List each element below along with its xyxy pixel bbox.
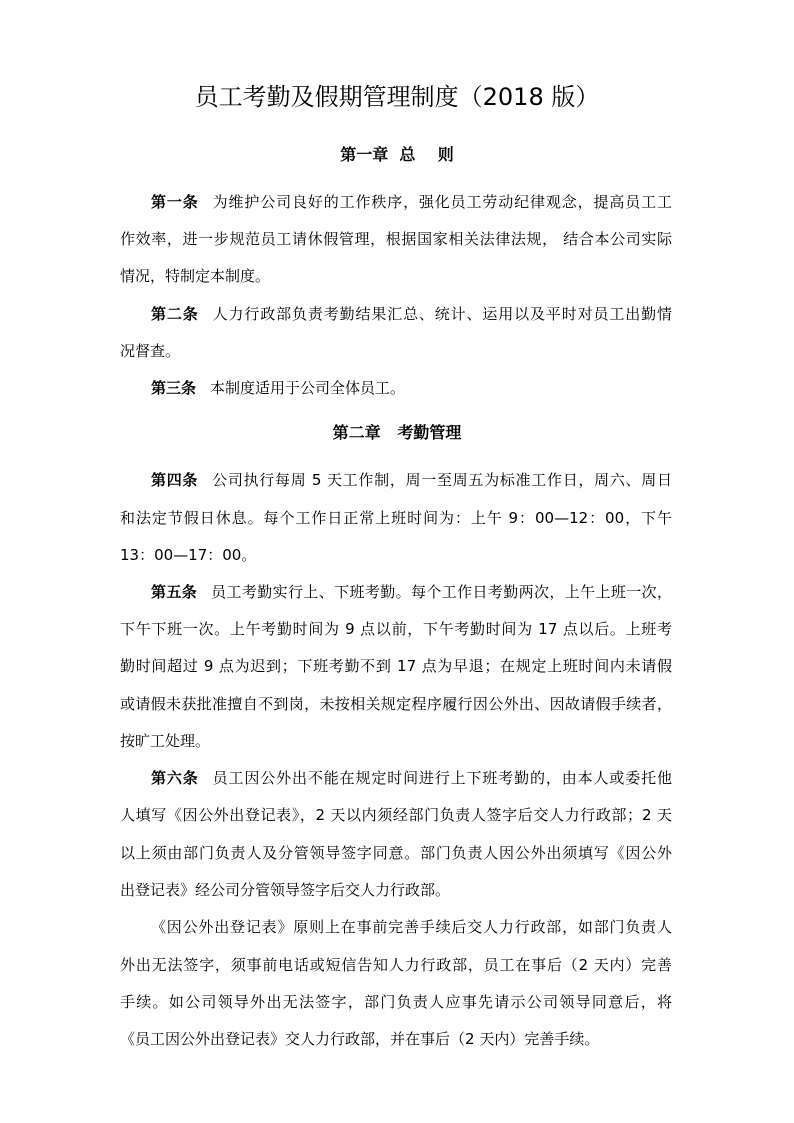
- paragraph-line-2: 外出无法签字，须事前电话或短信告知人力行政部，员工在事后（2 天内）完善: [120, 956, 672, 974]
- article-text: 人力行政部负责考勤结果汇总、统计、运用以及平时对员工出勤情: [212, 305, 672, 323]
- article-1-line-1: [151, 190, 672, 214]
- paragraph-line-1: 《因公外出登记表》原则上在事前完善手续后交人力行政部，如部门负责人: [151, 918, 672, 936]
- article-label: 第二条: [151, 305, 199, 323]
- article-5-line-5: 按旷工处理。: [120, 732, 211, 750]
- article-2-line-1: [151, 302, 672, 326]
- article-6-line-1: [151, 766, 672, 790]
- document-title: 员工考勤及假期管理制度（2018 版）: [194, 83, 600, 111]
- article-text: 员工考勤实行上、下班考勤。每个工作日考勤两次，上午上班一次，: [211, 583, 672, 601]
- article-4-line-3: 13：00—17：00。: [120, 546, 257, 564]
- article-2-line-2: 况督查。: [120, 342, 181, 360]
- paragraph-line-3: 手续。如公司领导外出无法签字，部门负责人应事先请示公司领导同意后，将: [120, 993, 672, 1011]
- article-label: 第四条: [151, 471, 199, 489]
- chapter-heading: 第一章 总 则: [340, 145, 454, 164]
- article-6-line-3: 以上须由部门负责人及分管领导签字同意。部门负责人因公外出须填写《因公外: [120, 844, 672, 862]
- article-5-line-2: 下午下班一次。上午考勤时间为 9 点以前，下午考勤时间为 17 点以后。上班考: [120, 620, 672, 638]
- article-text: 为维护公司良好的工作秩序，强化员工劳动纪律观念，提高员工工: [212, 193, 672, 211]
- article-6-line-2: 人填写《因公外出登记表》，2 天以内须经部门负责人签字后交人力行政部；2 天: [120, 806, 672, 824]
- paragraph-line-4: 《员工因公外出登记表》交人力行政部，并在事后（2 天内）完善手续。: [120, 1030, 600, 1048]
- article-4-line-2: 和法定节假日休息。每个工作日正常上班时间为：上午 9：00—12：00，下午: [120, 509, 672, 527]
- article-text: 本制度适用于公司全体员工。: [210, 379, 406, 397]
- chapter-heading: 第二章 考勤管理: [332, 423, 462, 442]
- article-4-line-1: [151, 468, 672, 492]
- article-5-line-1: [151, 580, 672, 604]
- article-label: 第六条: [151, 769, 199, 787]
- article-label: 第一条: [151, 193, 199, 211]
- article-5-line-4: 或请假未获批准擅自不到岗，未按相关规定程序履行因公外出、因故请假手续者，: [120, 695, 672, 713]
- article-3-line-1: [151, 376, 405, 400]
- article-1-line-2: 作效率，进一步规范员工请休假管理，根据国家相关法律法规， 结合本公司实际: [120, 230, 672, 248]
- article-5-line-3: 勤时间超过 9 点为迟到；下班考勤不到 17 点为早退；在规定上班时间内未请假: [120, 657, 672, 675]
- article-6-line-4: 出登记表》经公司分管领导签字后交人力行政部。: [120, 881, 451, 899]
- article-label: 第五条: [151, 583, 198, 601]
- article-text: 员工因公外出不能在规定时间进行上下班考勤的，由本人或委托他: [212, 769, 672, 787]
- article-1-line-3: 情况，特制定本制度。: [120, 267, 271, 285]
- article-label: 第三条: [151, 379, 197, 397]
- article-text: 公司执行每周 5 天工作制，周一至周五为标准工作日，周六、周日: [212, 471, 672, 489]
